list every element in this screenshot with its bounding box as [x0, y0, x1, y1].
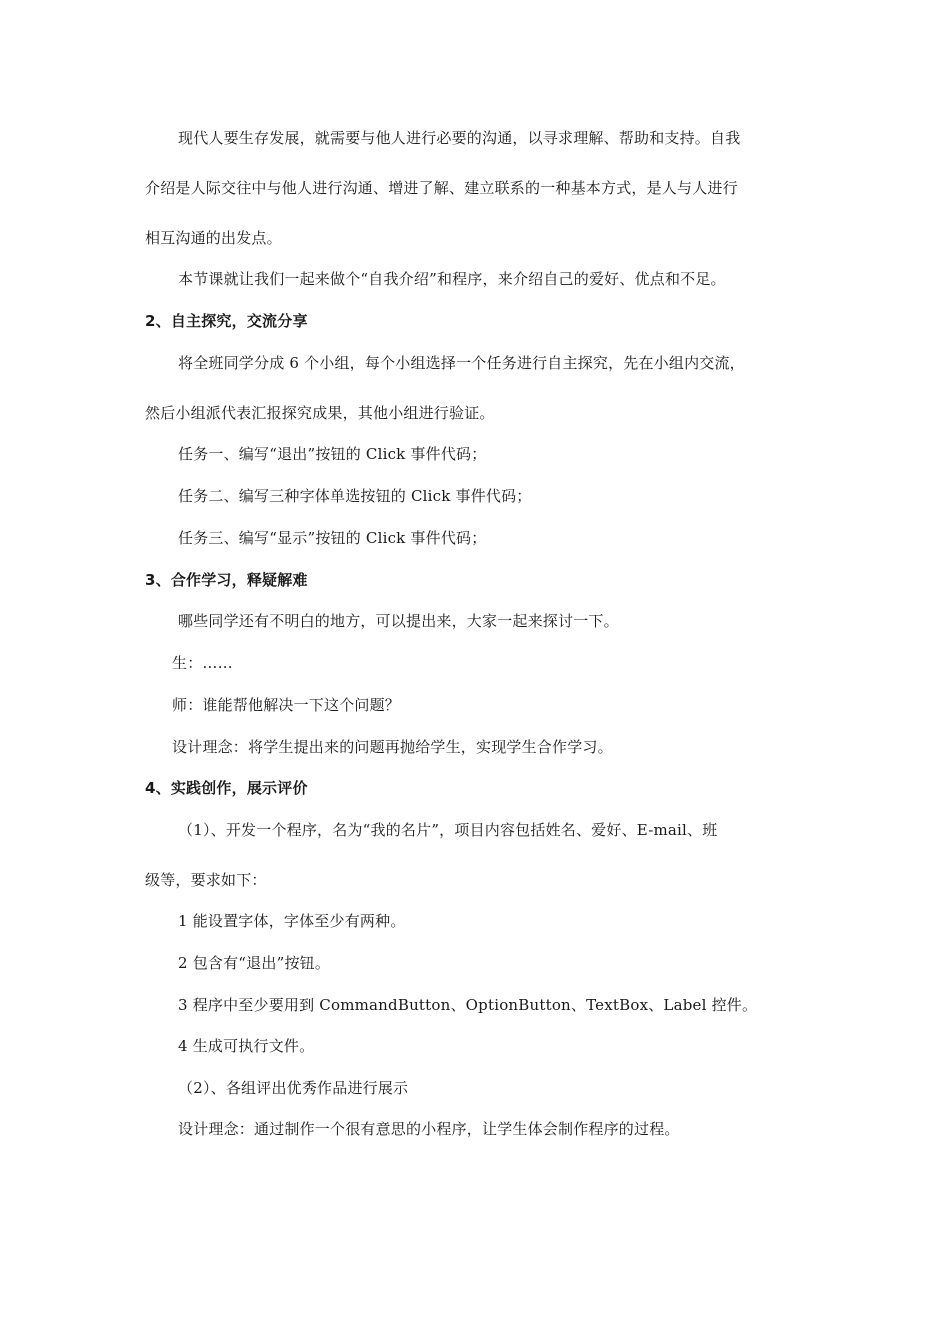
requirement-item: 3 程序中至少要用到 CommandButton、OptionButton、TextBox、Label 控件。 [178, 996, 758, 1014]
intro-paragraph-line-3: 相互沟通的出发点。 [145, 229, 282, 247]
intro-paragraph-2: 本节课就让我们一起来做个“自我介绍”和程序，来介绍自己的爱好、优点和不足。 [178, 270, 726, 288]
section-4-heading: 4、实践创作，展示评价 [145, 779, 308, 797]
section-2-paragraph-line-1: 将全班同学分成 6 个小组，每个小组选择一个任务进行自主探究，先在小组内交流， [178, 354, 745, 372]
task-item: 任务一、编写“退出”按钮的 Click 事件代码； [178, 445, 487, 463]
requirement-item: 1 能设置字体，字体至少有两种。 [178, 912, 406, 930]
section-3-heading: 3、合作学习，释疑解难 [145, 571, 308, 589]
section-2-heading: 2、自主探究，交流分享 [145, 312, 308, 330]
section-2-paragraph-line-2: 然后小组派代表汇报探究成果，其他小组进行验证。 [145, 404, 495, 422]
intro-paragraph-line-1: 现代人要生存发展，就需要与他人进行必要的沟通，以寻求理解、帮助和支持。自我 [178, 129, 741, 147]
section-4-item-1-line-1: （1）、开发一个程序，名为“我的名片”，项目内容包括姓名、爱好、E-mail、班 [178, 821, 718, 839]
section-4-item-1-line-2: 级等，要求如下： [145, 871, 267, 889]
intro-paragraph-line-2: 介绍是人际交往中与他人进行沟通、增进了解、建立联系的一种基本方式，是人与人进行 [145, 179, 738, 197]
section-3-line: 师：谁能帮他解决一下这个问题？ [172, 696, 401, 714]
section-3-line: 生：…… [172, 654, 233, 672]
task-item: 任务三、编写“显示”按钮的 Click 事件代码； [178, 529, 487, 547]
section-3-line: 哪些同学还有不明白的地方，可以提出来，大家一起来探讨一下。 [178, 612, 619, 630]
section-4-item-2: （2）、各组评出优秀作品进行展示 [178, 1079, 409, 1097]
requirement-item: 2 包含有“退出”按钮。 [178, 954, 331, 972]
section-3-line: 设计理念：将学生提出来的问题再抛给学生，实现学生合作学习。 [172, 738, 613, 756]
requirement-item: 4 生成可执行文件。 [178, 1037, 315, 1055]
section-4-design-note: 设计理念：通过制作一个很有意思的小程序，让学生体会制作程序的过程。 [178, 1120, 680, 1138]
task-item: 任务二、编写三种字体单选按钮的 Click 事件代码； [178, 487, 532, 505]
